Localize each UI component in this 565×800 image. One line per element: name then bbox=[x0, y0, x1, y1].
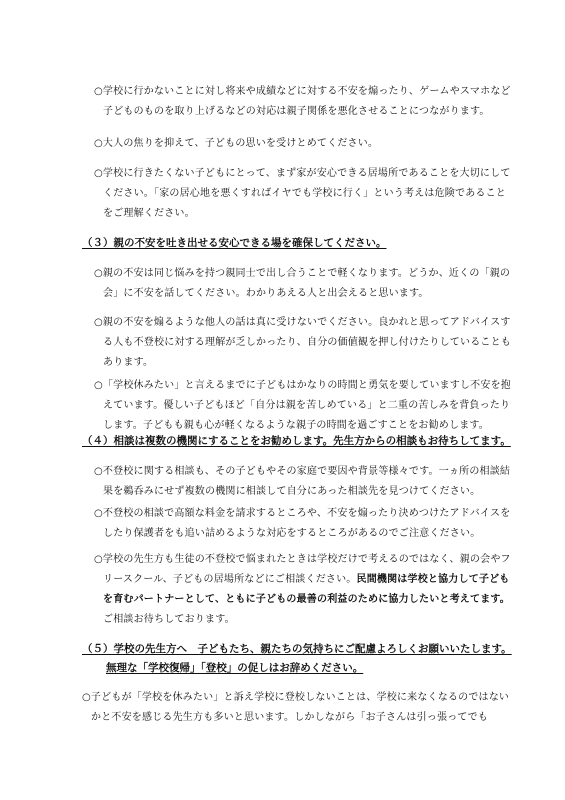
heading-text: 無理な「学校復帰」「登校」の促しはお辞めください。 bbox=[106, 662, 364, 674]
paragraph-text: ○大人の焦りを抑えて、子どもの思いを受けとめてください。 bbox=[94, 138, 379, 149]
paragraph-text: ○親の不安は同じ悩みを持つ親同士で出し合うことで軽くなります。どうか、近くの「親の会」に不安を話してください。わかりあえる人と出会えると思います。 bbox=[94, 268, 511, 299]
paragraph-anxiety-warning bbox=[94, 82, 515, 122]
paragraph-beware-fees bbox=[94, 504, 515, 544]
paragraph-home-safe-place bbox=[94, 164, 515, 224]
paragraph-text: ○「学校休みたい」と言えるまでに子どもはかなりの時間と勇気を要していますし不安を抱えています。優しい子どもほど「自分は親を苦しめている」と二重の苦しみを背負ったりします。子どもも親も心が軽くなるような親子の時間を過ごすことをお勧めします。 bbox=[94, 380, 511, 431]
heading-text: （３）親の不安を吐き出せる安心できる場を確保してください。 bbox=[82, 237, 387, 249]
paragraph-text: ご相談お待ちしております。 bbox=[103, 614, 235, 625]
section-heading-5 bbox=[82, 640, 512, 659]
paragraph-ignore-others bbox=[94, 313, 515, 373]
paragraph-text: ○不登校の相談で高額な料金を請求するところや、不安を煽ったり決めつけたアドバイスをしたり保護者をも追い詰めるような対応をするところがあるのでご注意ください。 bbox=[94, 508, 511, 539]
paragraph-parents-group bbox=[94, 264, 515, 304]
paragraph-text: ○学校に行かないことに対し将来や成績などに対する不安を煽ったり、ゲームやスマホなど子どものものを取り上げるなどの対応は親子関係を悪化させることにつながります。 bbox=[94, 86, 511, 117]
paragraph-multiple-agencies bbox=[94, 462, 515, 502]
paragraph-text-emphasis: 民間機関は学校と協力して子どもを育むパートナーとして、ともに子どもの最善の利益のために協力したいと考えてます。 bbox=[103, 574, 510, 605]
paragraph-want-rest bbox=[94, 376, 515, 436]
paragraph-text: ○親の不安を煽るような他人の話は真に受けないでください。良かれと思ってアドバイスする人も不登校に対する理解が乏しかったり、自分の価値観を押し付けたりしていることもあります。 bbox=[94, 317, 511, 368]
paragraph-text: ○学校に行きたくない子どもにとって、まず家が安心できる居場所であることを大切にしてください。「家の居心地を悪くすればイヤでも学校に行く」という考えは危険であることをご理解ください。 bbox=[94, 168, 511, 219]
paragraph-accept-feelings bbox=[94, 134, 515, 154]
section-heading-4 bbox=[82, 432, 512, 451]
paragraph-text: ○不登校に関する相談も、その子どもやその家庭で要因や背景等様々です。一ヵ所の相談結果を鵜呑みにせず複数の機関に相談して自分にあった相談先を見つけてください。 bbox=[94, 466, 511, 497]
paragraph-teachers-worry bbox=[82, 688, 515, 728]
paragraph-text: ○学校の先生方も生徒の不登校で悩まれたときは学校だけで考えるのではなく、親の会やフリースクール、子どもの居場所などにご相談ください。 bbox=[94, 554, 511, 585]
section-heading-3 bbox=[82, 234, 512, 253]
heading-text: （５）学校の先生方へ 子どもたち、親たちの気持ちにご配慮よろしくお願いいたします。 bbox=[82, 643, 512, 655]
paragraph-text: ○子どもが「学校を休みたい」と訴え学校に登校しないことは、学校に来なくなるのではないかと不安を感じる先生方も多いと思います。しかしながら「お子さんは引っ張ってでも bbox=[82, 692, 510, 723]
heading-text: （４）相談は複数の機関にすることをお勧めします。先生方からの相談もお待ちしてます。 bbox=[82, 435, 511, 447]
paragraph-teachers-consult bbox=[94, 550, 515, 630]
section-heading-5-line2 bbox=[106, 659, 363, 678]
